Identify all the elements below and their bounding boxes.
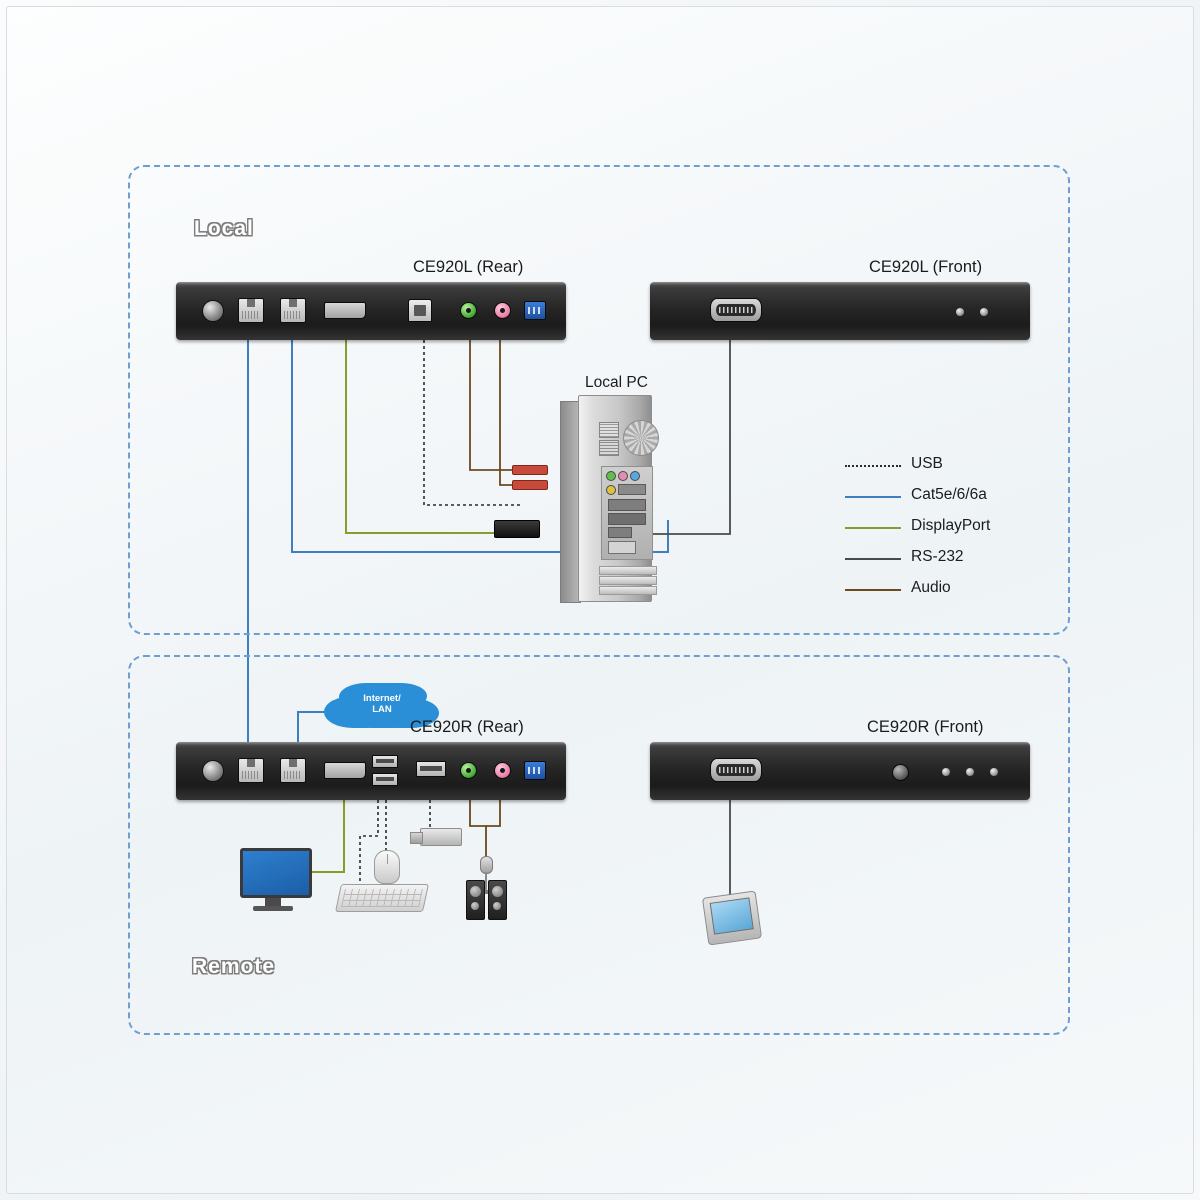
- pc-ethernet-port: [608, 541, 636, 554]
- microphone-in-jack: [494, 762, 511, 779]
- usb-type-b-port: [408, 299, 432, 322]
- power-jack: [202, 300, 224, 322]
- audio-line-out-jack: [460, 762, 477, 779]
- rj45-port-1: [238, 298, 264, 323]
- speaker-right: [488, 880, 507, 920]
- status-led-2: [980, 308, 988, 316]
- usb-drive-body: [420, 828, 462, 846]
- legend-label-displayport: DisplayPort: [911, 517, 991, 534]
- touch-device-screen: [710, 897, 754, 934]
- speaker-left: [466, 880, 485, 920]
- rj45-port-2: [280, 298, 306, 323]
- microphone-in-jack: [494, 302, 511, 319]
- serial-blue-port: [524, 761, 546, 780]
- device-ce920l-rear: [176, 282, 566, 340]
- power-jack: [202, 760, 224, 782]
- legend-item-audio: [845, 576, 1045, 607]
- device-ce920r-front: [650, 742, 1030, 800]
- keyboard-body: [335, 884, 429, 912]
- legend: [845, 452, 1045, 607]
- db9-serial-port: [710, 758, 762, 782]
- ce920r-rear-title: CE920R (Rear): [410, 718, 524, 736]
- legend-item-displayport: [845, 514, 1045, 545]
- audio-cable-plug-2: [512, 480, 548, 490]
- zone-local-label: Local: [194, 217, 254, 240]
- legend-swatch-usb: [845, 465, 901, 467]
- legend-item-usb: [845, 452, 1045, 483]
- legend-swatch-cat5e: [845, 496, 901, 498]
- pc-mic-jack: [618, 471, 628, 481]
- legend-swatch-displayport: [845, 527, 901, 529]
- pc-fan: [623, 420, 659, 456]
- legend-item-rs232: [845, 545, 1045, 576]
- legend-swatch-rs232: [845, 558, 901, 560]
- displayport-port: [324, 302, 366, 319]
- pc-vent-lower: [599, 440, 619, 456]
- front-panel-knob[interactable]: [892, 764, 909, 781]
- pc-expansion-slot-1: [599, 566, 657, 575]
- status-led-1: [956, 308, 964, 316]
- pc-line-in-jack: [630, 471, 640, 481]
- pc-video-port: [608, 499, 646, 511]
- mouse-body: [374, 850, 400, 884]
- rj45-port-1: [238, 758, 264, 783]
- monitor: [240, 848, 310, 914]
- audio-cable-plug-1: [512, 465, 548, 475]
- legend-swatch-audio: [845, 589, 901, 591]
- ce920l-rear-title: CE920L (Rear): [413, 258, 524, 276]
- cloud-label-line2: LAN: [372, 704, 392, 715]
- legend-label-rs232: RS-232: [911, 548, 964, 565]
- pc-audio-out-jack: [606, 471, 616, 481]
- legend-label-cat5e: Cat5e/6/6a: [911, 486, 987, 503]
- legend-label-audio: Audio: [911, 579, 951, 596]
- usb-type-a-port-3: [416, 761, 446, 777]
- pc-chassis: [578, 395, 652, 602]
- pc-rear-port-cluster: [601, 466, 653, 560]
- zone-remote-label: Remote: [192, 955, 276, 978]
- pc-expansion-slot-2: [599, 576, 657, 585]
- audio-line-out-jack: [460, 302, 477, 319]
- displayport-cable-plug: [494, 520, 540, 538]
- ce920r-front-title: CE920R (Front): [867, 718, 984, 736]
- cloud-label-line1: Internet/: [363, 693, 401, 704]
- status-led-3: [990, 768, 998, 776]
- speakers: [466, 880, 512, 922]
- monitor-screen: [240, 848, 312, 898]
- status-led-1: [942, 768, 950, 776]
- displayport-port: [324, 762, 366, 779]
- legend-label-usb: USB: [911, 455, 943, 472]
- pc-serial-port: [608, 527, 632, 538]
- pc-displayport: [608, 513, 646, 525]
- rj45-port-2: [280, 758, 306, 783]
- pc-vent-upper: [599, 422, 619, 438]
- db9-serial-port: [710, 298, 762, 322]
- usb-type-a-port-1: [372, 755, 398, 768]
- local-pc-label: Local PC: [585, 374, 648, 391]
- touch-device-body: [702, 890, 762, 945]
- serial-blue-port: [524, 301, 546, 320]
- ce920l-front-title: CE920L (Front): [869, 258, 983, 276]
- pc-usb-ports: [618, 484, 646, 495]
- device-ce920l-front: [650, 282, 1030, 340]
- status-led-2: [966, 768, 974, 776]
- keyboard-keys: [341, 889, 423, 907]
- legend-item-cat5e: [845, 483, 1045, 514]
- monitor-base: [253, 906, 293, 911]
- usb-type-a-port-2: [372, 773, 398, 786]
- pc-lan-led: [606, 485, 616, 495]
- device-ce920r-rear: [176, 742, 566, 800]
- local-pc: [560, 395, 670, 620]
- pc-expansion-slot-3: [599, 586, 657, 595]
